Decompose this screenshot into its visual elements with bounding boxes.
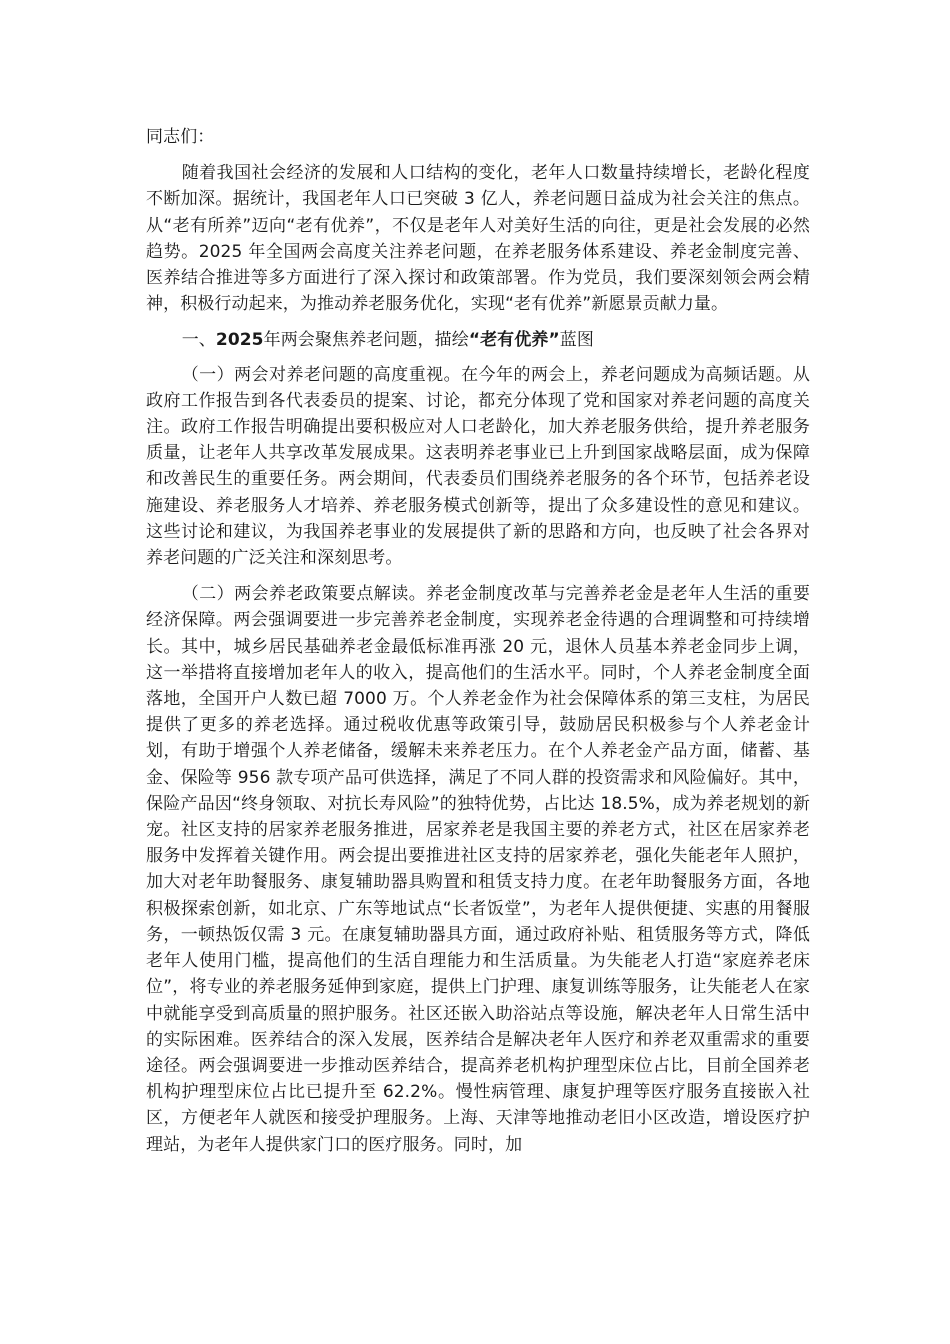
document-body (146, 124, 810, 1168)
paragraph-importance: （一）两会对养老问题的高度重视。在今年的两会上，养老问题成为高频话题。从政府工作报告到各代表委员的提案、讨论，都充分体现了党和国家对养老问题的高度关注。政府工作报告明确提出要积极应对人口老龄化，加大养老服务供给，提升养老服务质量，让老年人共享改革发展成果。这表明养老事业已上升到国家战略层面，成为保障和改善民生的重要任务。两会期间，代表委员们围绕养老服务的各个环节，包括养老设施建设、养老服务人才培养、养老服务模式创新等，提出了众多建设性的意见和建议。这些讨论和建议，为我国养老事业的发展提供了新的思路和方向，也反映了社会各界对养老问题的广泛关注和深刻思考。 (146, 364, 810, 569)
paragraph-policy-interpretation: （二）两会养老政策要点解读。养老金制度改革与完善养老金是老年人生活的重要经济保障。两会强调要进一步完善养老金制度，实现养老金待遇的合理调整和可持续增长。其中，城乡居民基础养老金最低标准再涨 20 元，退休人员基本养老金同步上调，这一举措将直接增加老年人的收入，提高他们的生活水平。同时，个人养老金制度全面落地，全国开户人数已超 7000 万。个人养老金作为社会保障体系的第三支柱，为居民提供了更多的养老选择。通过税收优惠等政策引导，鼓励居民积极参与个人养老金计划，有助于增强个人养老储备，缓解未来养老压力。在个人养老金产品方面，储蓄、基金、保险等 956 款专项产品可供选择，满足了不同人群的投资需求和风险偏好。其中，保险产品因“终身领取、对抗长寿风险”的独特优势，占比达 18.5%，成为养老规划的新宠。社区支持的居家养老服务推进，居家养老是我国主要的养老方式，社区在居家养老服务中发挥着关键作用。两会提出要推进社区支持的居家养老，强化失能老年人照护，加大对老年助餐服务、康复辅助器具购置和租赁支持力度。在老年助餐服务方面，各地积极探索创新，如北京、广东等地试点“长者饭堂”，为老年人提供便捷、实惠的用餐服务，一顿热饭仅需 3 元。在康复辅助器具方面，通过政府补贴、租赁服务等方式，降低老年人使用门槛，提高他们的生活自理能力和生活质量。为失能老人打造“家庭养老床位”，将专业的养老服务延伸到家庭，提供上门护理、康复训练等服务，让失能老人在家中就能享受到高质量的照护服务。社区还嵌入助浴站点等设施，解决老年人日常生活中的实际困难。医养结合的深入发展，医养结合是解决老年人医疗和养老双重需求的重要途径。两会强调要进一步推动医养结合，提高养老机构护理型床位占比，目前全国养老机构护理型床位占比已提升至 62.2%。慢性病管理、康复护理等医疗服务直接嵌入社区，方便老年人就医和接受护理服务。上海、天津等地推动老旧小区改造，增设医疗护理站，为老年人提供家门口的医疗服务。同时，加 (146, 584, 810, 1155)
section-heading-1 (146, 327, 810, 353)
intro-paragraph: 随着我国社会经济的发展和人口结构的变化，老年人口数量持续增长，老龄化程度不断加深。据统计，我国老年人口已突破 3 亿人，养老问题日益成为社会关注的焦点。从“老有所养”迈向“老有优养”，不仅是老年人对美好生活的向往，更是社会发展的必然趋势。2025 年全国两会高度关注养老问题，在养老服务体系建设、养老金制度完善、医养结合推进等多方面进行了深入探讨和政策部署。作为党员，我们要深刻领会两会精神，积极行动起来，为推动养老服务优化，实现“老有优养”新愿景贡献力量。 (146, 163, 810, 315)
section-heading-prefix: 一、 (181, 330, 216, 351)
section-heading-quote: “老有优养” (468, 330, 560, 351)
section-heading-mid: 年两会聚焦养老问题，描绘 (263, 330, 469, 351)
section-heading-year: 2025 (215, 330, 264, 351)
salutation: 同志们： (146, 127, 215, 147)
section-heading-suffix: 蓝图 (559, 330, 594, 351)
